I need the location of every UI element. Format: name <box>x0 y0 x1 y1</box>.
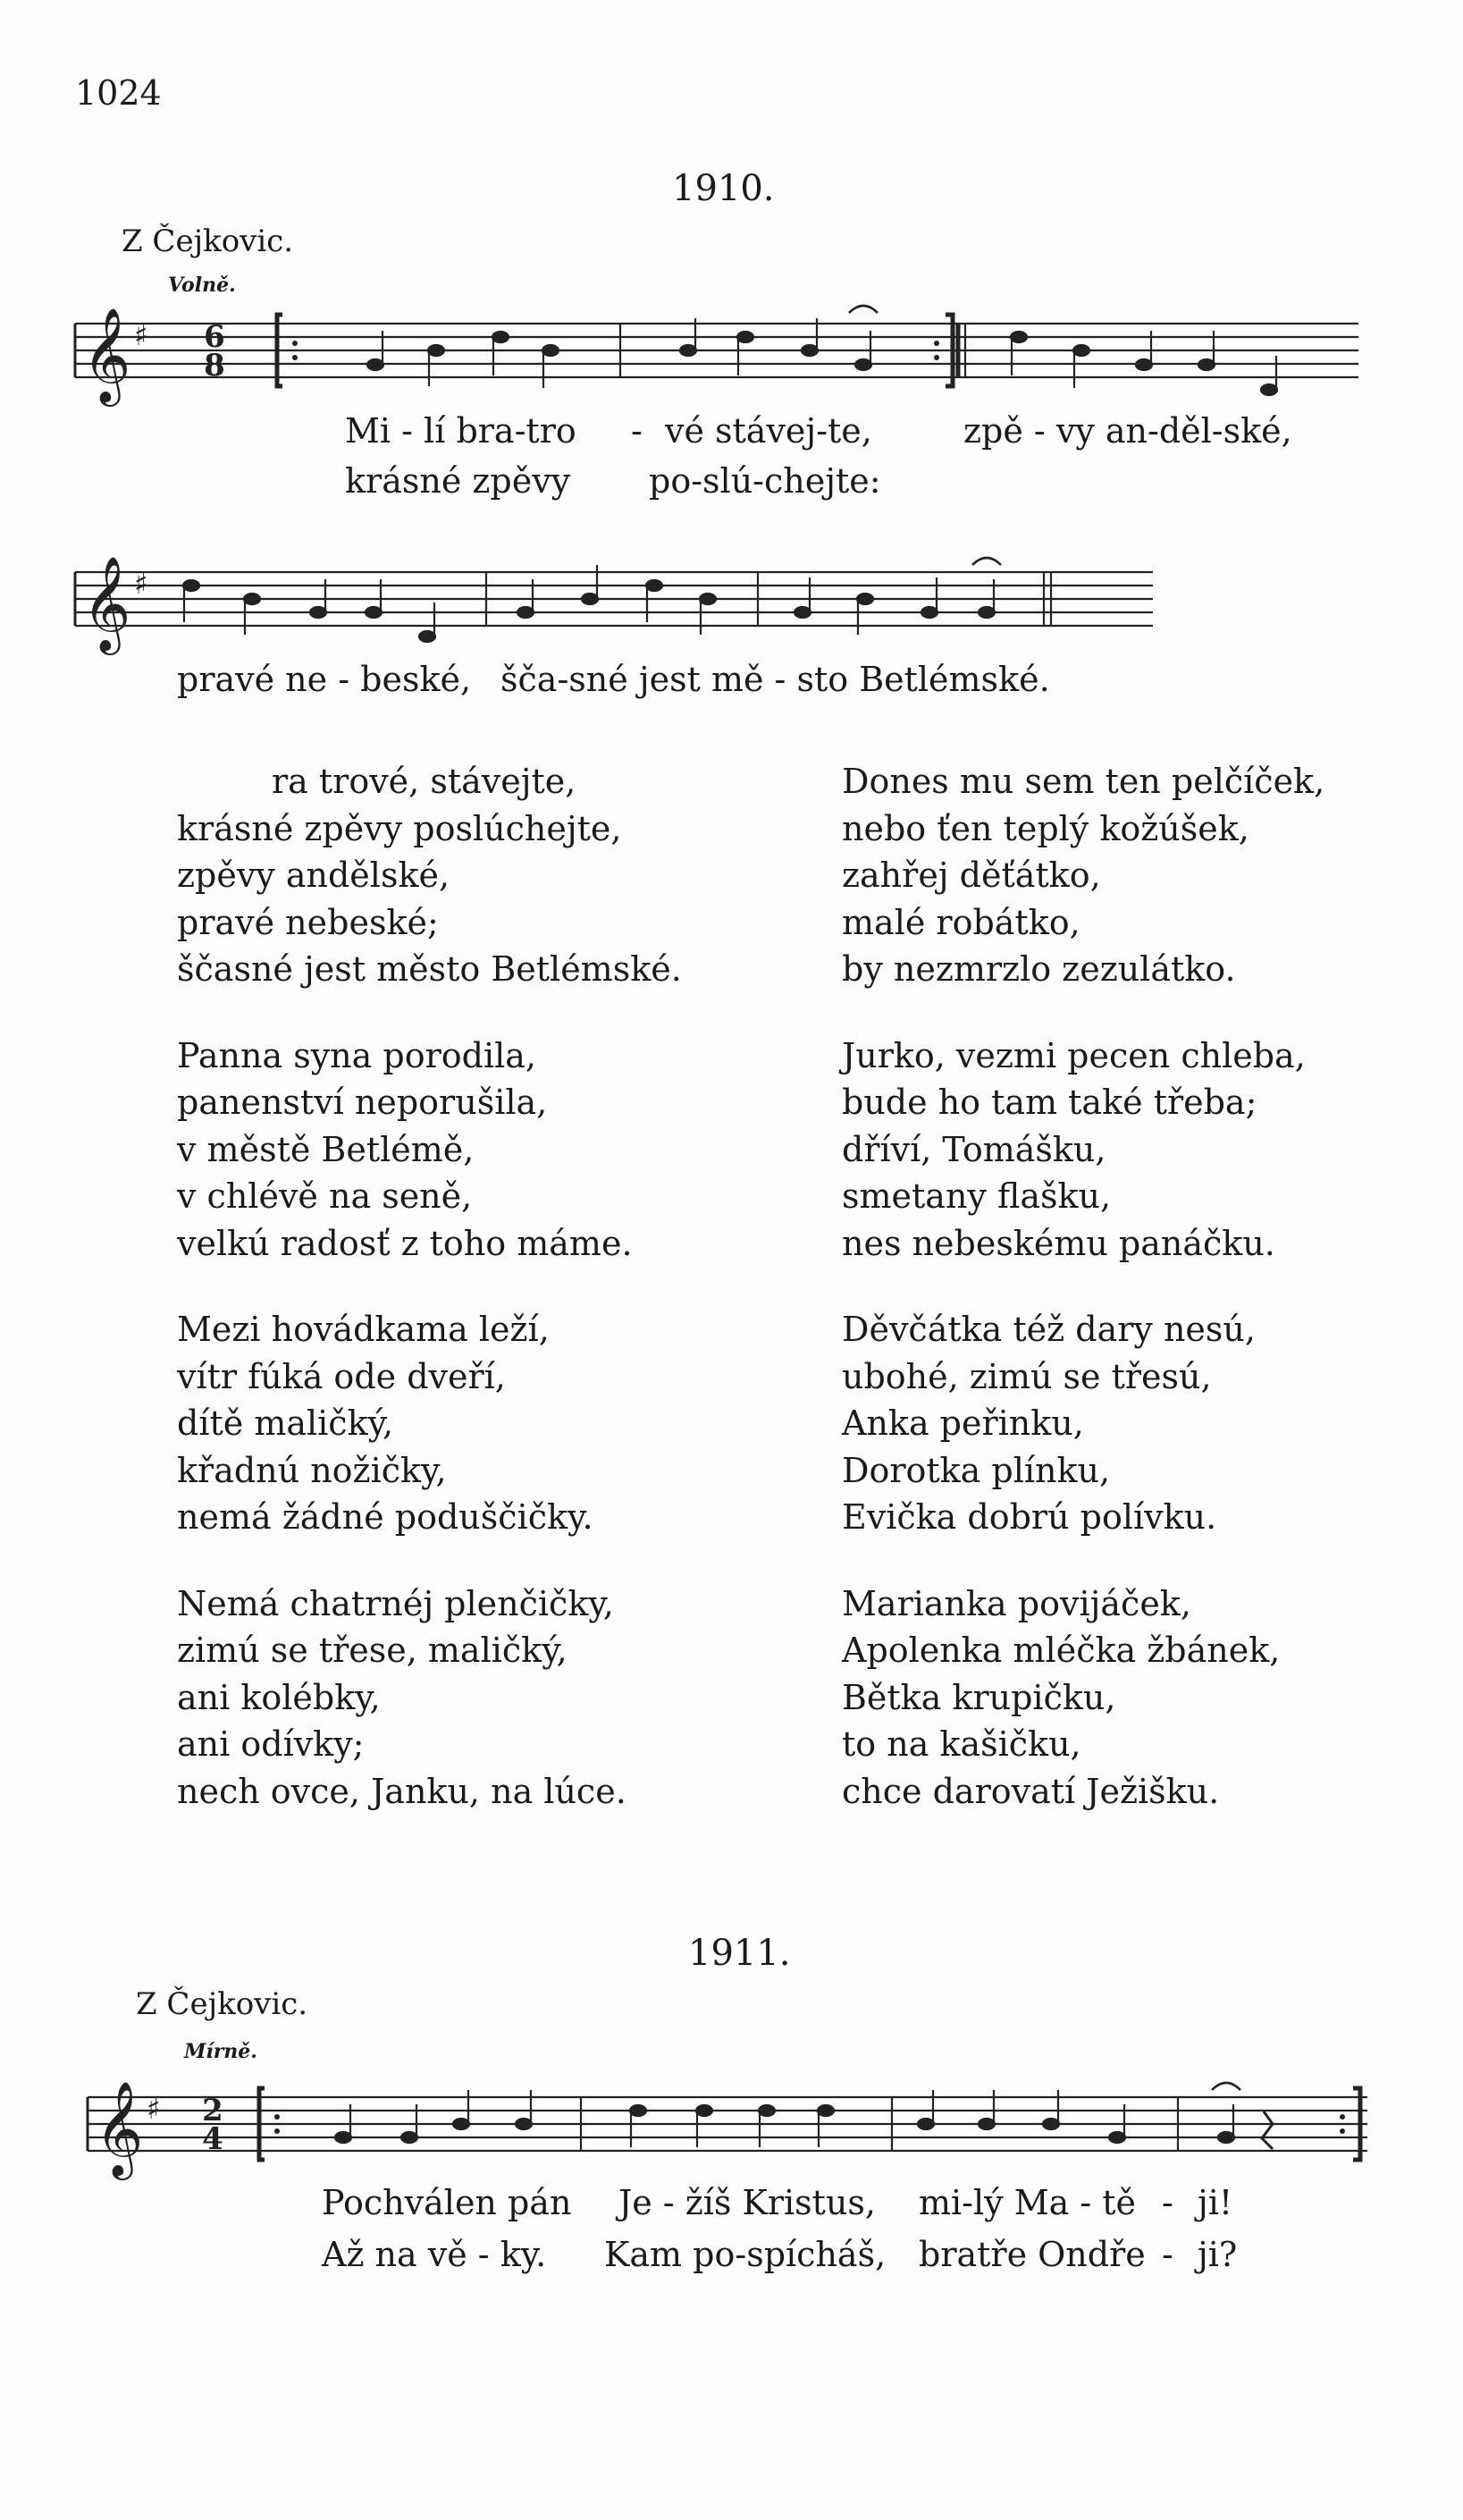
stanza-line: ubohé, zimú se třesú, <box>842 1356 1212 1396</box>
song-number: 1911. <box>688 1933 791 1974</box>
lyric-2-2: po-slú-chejte: <box>649 461 881 501</box>
lyric-4-1: Pochválen pán <box>322 2183 572 2222</box>
stanza-line: ani kolébky, <box>177 1677 381 1717</box>
lyric-1-2: - <box>631 411 643 451</box>
lyric-4-5: ji! <box>1198 2183 1233 2222</box>
stanza-line: ra trové, stávejte, <box>272 762 576 801</box>
stanza-line: panenství neporušila, <box>177 1083 548 1122</box>
time-sig-bottom: 4 <box>202 2121 223 2157</box>
stanza-line: v chlévě na seně, <box>177 1176 473 1216</box>
stanza-line: zpěvy andělské, <box>177 855 450 895</box>
treble-clef-icon: 𝄞 <box>95 2080 144 2176</box>
treble-clef-icon: 𝄞 <box>82 307 131 402</box>
lyric-5-5: ji? <box>1198 2235 1238 2274</box>
stanza-line: Marianka povijáček, <box>842 1583 1191 1623</box>
lyric-5-3: bratře Ondře <box>919 2235 1146 2274</box>
stanza-line: Mezi hovádkama leží, <box>177 1310 550 1349</box>
page-number: 1024 <box>75 73 162 113</box>
song-origin: Z Čejkovic. <box>136 1986 308 2022</box>
stanza-line: smetany flašku, <box>842 1176 1112 1216</box>
tempo-marking: Volně. <box>168 274 236 297</box>
stanza-line: Dones mu sem ten pelčíček, <box>842 762 1325 801</box>
stanza-line: nech ovce, Janku, na lúce. <box>177 1771 626 1811</box>
song-origin: Z Čejkovic. <box>122 223 294 259</box>
stanza-line: by nezmrzlo zezulátko. <box>842 949 1236 989</box>
lyric-3-1: pravé ne - beské, <box>177 660 472 699</box>
lyric-1-1: Mi - lí bra-tro <box>345 411 576 451</box>
notes-staff-3 <box>335 2090 1234 2147</box>
stanza-line: pravé nebeské; <box>177 902 439 942</box>
stanza-line: to na kašičku, <box>842 1724 1081 1764</box>
stanza-line: Panna syna porodila, <box>177 1035 536 1075</box>
stanza-line: bude ho tam také třeba; <box>842 1083 1257 1122</box>
lyric-4-2: Je - žíš Kristus, <box>618 2183 877 2222</box>
stanza-line: Anka peřinku, <box>842 1403 1084 1443</box>
stanza-line: Dorotka plínku, <box>842 1450 1111 1490</box>
stanza-line: malé robátko, <box>842 902 1080 942</box>
stanza-line: nes nebeskému panáčku. <box>842 1223 1275 1263</box>
stanza-line: křadnú nožičky, <box>177 1450 447 1490</box>
lyric-5-4: - <box>1162 2235 1173 2274</box>
song-number: 1910. <box>672 168 775 209</box>
stanza-line: velkú radosť z toho máme. <box>177 1223 633 1263</box>
rest-icon <box>1262 2111 1273 2149</box>
stanza-line: nemá žádné poduščičky. <box>177 1497 593 1537</box>
stanza-line: Bětka krupičku, <box>842 1677 1116 1717</box>
stanza-line: chce darovatí Ježišku. <box>842 1771 1220 1811</box>
time-sig-top: 2 <box>202 2093 223 2128</box>
lyric-4-4: - <box>1162 2183 1173 2222</box>
stanza-line: zahřej děťátko, <box>842 855 1101 895</box>
stanza-line: vítr fúká ode dveří, <box>177 1356 506 1396</box>
lyric-4-3: mi-lý Ma - tě <box>919 2183 1137 2222</box>
lyric-3-2: šča-sné jest mě - sto Betlémské. <box>500 660 1050 699</box>
lyric-5-1: Až na vě - ky. <box>322 2235 547 2274</box>
time-sig-bottom: 8 <box>204 348 225 383</box>
stanza-line: ščasné jest město Betlémské. <box>177 949 682 989</box>
lyric-2-1: krásné zpěvy <box>345 461 571 501</box>
stanza-line: Nemá chatrnéj plenčičky, <box>177 1583 614 1623</box>
stanza-line: Děvčátka též dary nesú, <box>842 1310 1256 1349</box>
lyric-1-3: vé stávej-te, <box>665 411 872 451</box>
stanza-line: ani odívky; <box>177 1724 365 1764</box>
stanza-line: Apolenka mléčka žbánek, <box>842 1631 1281 1670</box>
stanza-line: zimú se třese, maličký, <box>177 1631 568 1670</box>
stanza-line: dříví, Tomášku, <box>842 1129 1106 1169</box>
lyric-5-2: Kam po-spícháš, <box>604 2235 887 2274</box>
treble-clef-icon: 𝄞 <box>82 555 131 651</box>
stanza-line: Jurko, vezmi pecen chleba, <box>842 1035 1306 1075</box>
time-sig-top: 6 <box>204 319 225 355</box>
lyric-1-4: zpě - vy an-děl-ské, <box>963 411 1292 451</box>
stanza-line: v městě Betlémě, <box>177 1129 475 1169</box>
sharp-icon: ♯ <box>134 318 148 352</box>
sharp-icon: ♯ <box>134 567 148 601</box>
fermata-icon <box>1212 2083 1240 2090</box>
stanza-line: dítě maličký, <box>177 1403 394 1443</box>
tempo-marking: Mírně. <box>184 2040 257 2063</box>
stanza-line: nebo ťen teplý kožúšek, <box>842 808 1249 848</box>
sharp-icon: ♯ <box>147 2092 161 2126</box>
stanza-line: krásné zpěvy poslúchejte, <box>177 808 622 848</box>
stanza-line: Evička dobrú polívku. <box>842 1497 1217 1537</box>
